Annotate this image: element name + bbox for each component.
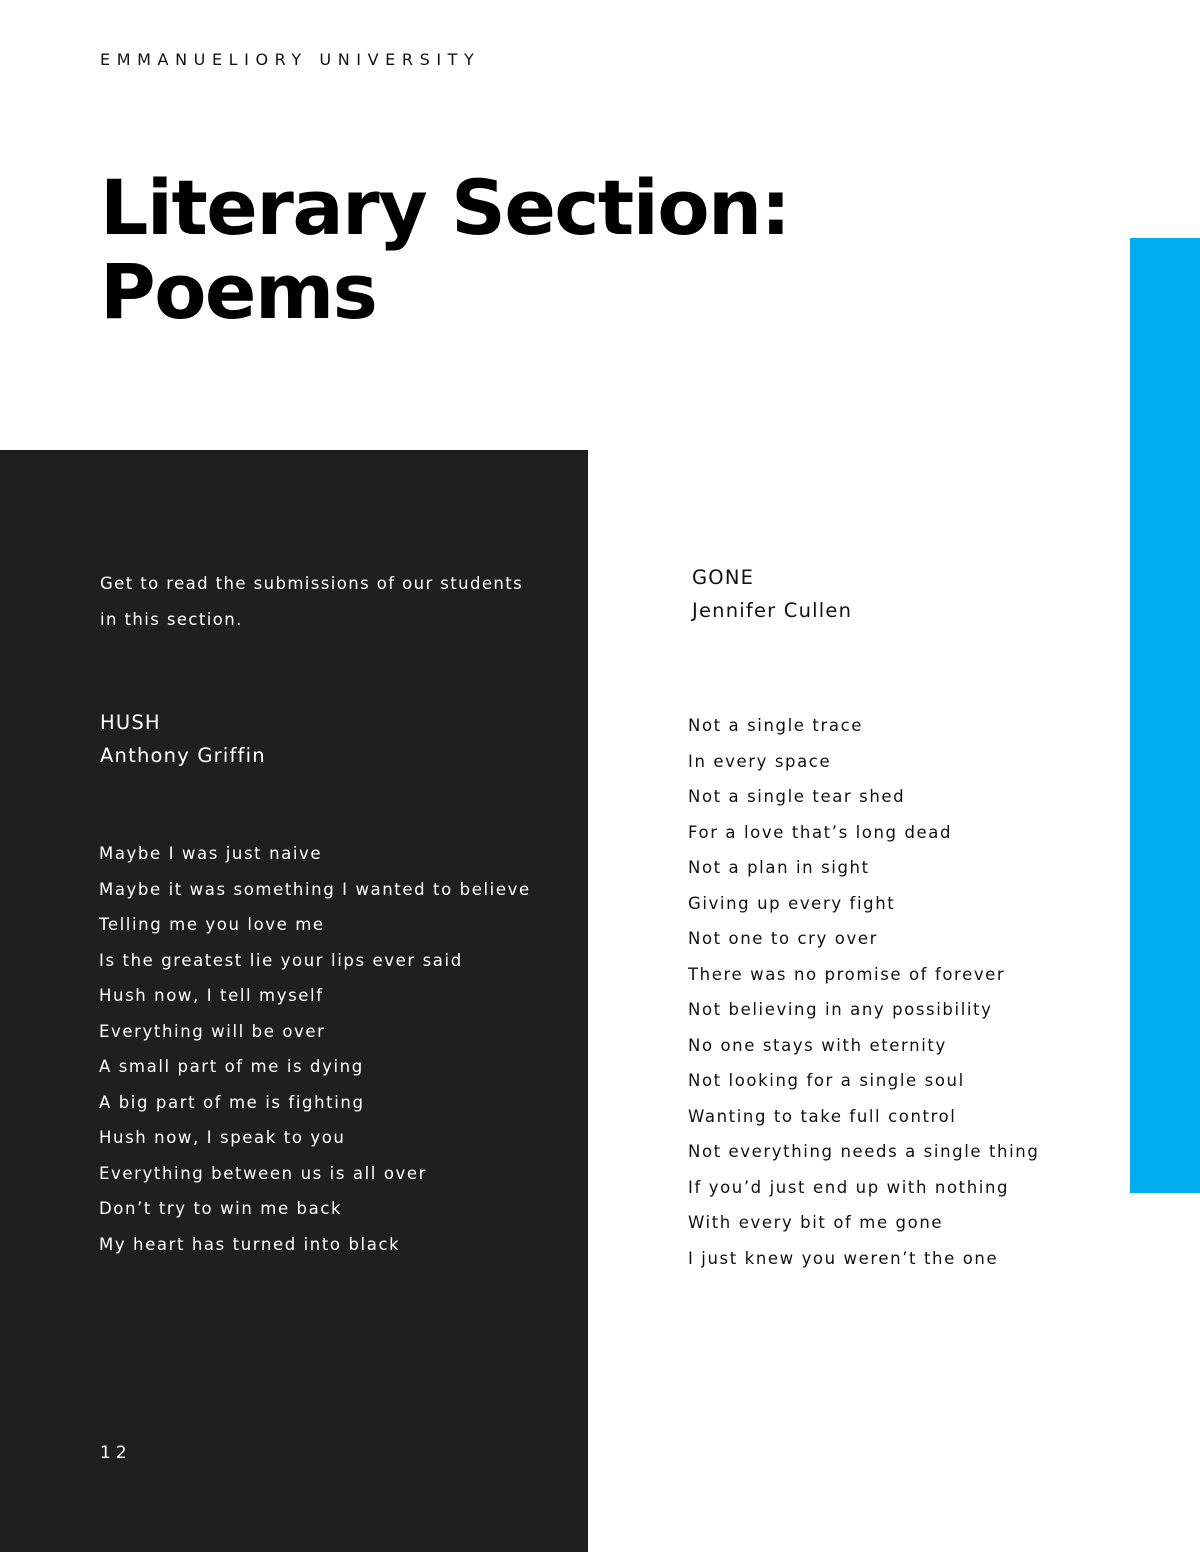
poem-line: Hush now, I tell myself <box>99 986 324 1005</box>
poem-line: In every space <box>688 751 832 771</box>
poem-line: I just knew you weren’t the one <box>688 1248 999 1268</box>
poem-line: Not a plan in sight <box>688 858 870 877</box>
poem-line: Not a single tear shed <box>688 787 906 806</box>
poem-line: There was no promise of forever <box>688 964 1006 984</box>
poem-line: Not looking for a single soul <box>688 1071 965 1090</box>
page-number: 12 <box>100 1443 132 1463</box>
poem-author: Jennifer Cullen <box>692 599 853 622</box>
poem-line: Not everything needs a single thing <box>688 1142 1040 1161</box>
intro-line-1: Get to read the submissions of our students <box>100 574 524 593</box>
poem-line: Not believing in any possibility <box>688 1000 993 1019</box>
poem-body-gone <box>688 708 1039 1276</box>
poem-title: HUSH <box>100 711 161 734</box>
poem-line: Wanting to take full control <box>688 1106 957 1126</box>
poem-line: Maybe I was just naive <box>99 844 323 863</box>
poem-line: My heart has turned into black <box>99 1234 401 1254</box>
poem-line: Maybe it was something I wanted to believe <box>99 879 531 899</box>
poem-line: For a love that’s long dead <box>688 822 953 842</box>
page-title-line-1: Literary Section: <box>100 163 790 252</box>
institution-name: EMMANUELIORY UNIVERSITY <box>100 50 481 69</box>
poem-line: Everything between us is all over <box>99 1163 428 1183</box>
poem-line: A small part of me is dying <box>99 1057 364 1076</box>
poem-line: If you’d just end up with nothing <box>688 1177 1010 1197</box>
page-title-line-2: Poems <box>100 247 377 336</box>
poem-line: No one stays with eternity <box>688 1035 947 1055</box>
poem-title: GONE <box>692 566 755 589</box>
accent-bar <box>1130 238 1200 1193</box>
poem-line: Telling me you love me <box>99 915 325 934</box>
poem-line: Don’t try to win me back <box>99 1199 343 1218</box>
intro-line-2: in this section. <box>100 610 243 629</box>
poem-body-hush <box>99 836 531 1262</box>
poem-line: With every bit of me gone <box>688 1213 944 1232</box>
poem-line: Is the greatest lie your lips ever said <box>99 950 463 970</box>
poem-heading-hush <box>100 706 266 772</box>
poem-line: Giving up every fight <box>688 893 896 913</box>
poem-line: Not a single trace <box>688 716 863 735</box>
poem-line: A big part of me is fighting <box>99 1092 365 1112</box>
poem-heading-gone <box>692 561 852 627</box>
intro-text <box>100 566 540 638</box>
poem-author: Anthony Griffin <box>100 744 266 767</box>
poem-line: Everything will be over <box>99 1021 326 1041</box>
page-title <box>100 163 790 336</box>
poem-line: Hush now, I speak to you <box>99 1128 346 1147</box>
poem-line: Not one to cry over <box>688 929 878 948</box>
